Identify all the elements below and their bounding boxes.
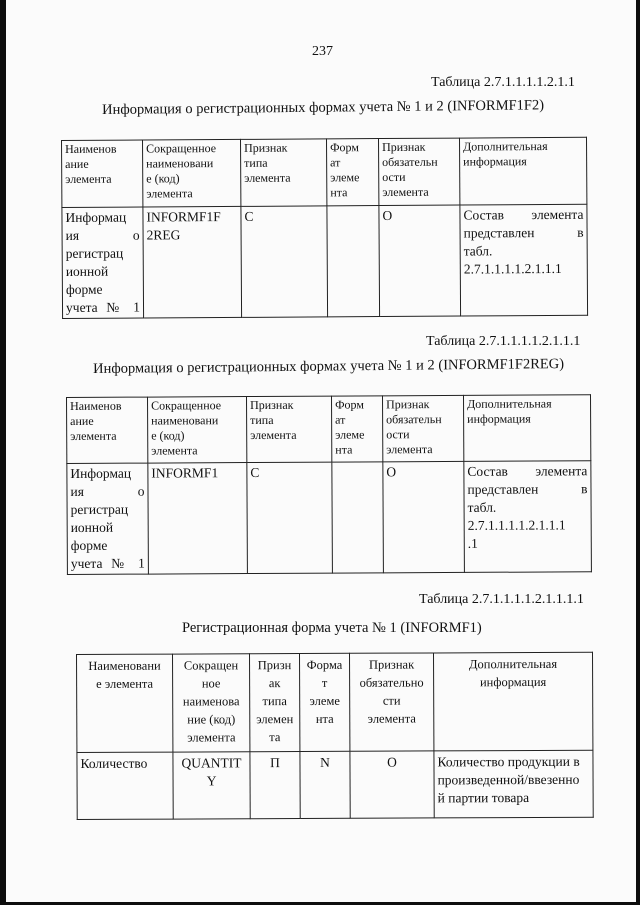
- table-1-header-row: [62, 137, 587, 207]
- table-2-header-cell: Дополнительная информация: [463, 395, 590, 462]
- table-3-label: Таблица 2.7.1.1.1.1.2.1.1.1.1: [419, 592, 584, 607]
- table-cell: С: [247, 462, 333, 573]
- page-number: 237: [312, 44, 333, 59]
- table-cell: [327, 206, 380, 317]
- table-cell: [332, 462, 384, 573]
- table-cell: О: [350, 751, 434, 818]
- table-3-header-cell: Дополнительная информация: [433, 652, 592, 751]
- table-row: [62, 204, 588, 318]
- table-1-title: Информация о регистрационных формах учета № 1 и 2 (INFORMF1F2): [102, 97, 545, 118]
- table-1-label: Таблица 2.7.1.1.1.1.2.1.1: [431, 75, 575, 90]
- table-1-header-cell: Форм ат элеме нта: [326, 139, 378, 206]
- table-1-header-cell: Признак типа элемента: [240, 139, 326, 207]
- table-cell: QUANTIT Y: [173, 752, 250, 819]
- table-cell: Количество: [77, 752, 173, 819]
- table-2-header-cell: Форм ат элеме нта: [331, 396, 382, 462]
- table-cell: Информац ия о регистрац ионной форме учета № 1: [67, 463, 149, 574]
- table-3-header-cell: Форма т элеме нта: [300, 653, 350, 751]
- table-3: [76, 652, 594, 820]
- table-3-title: Регистрационная форма учета № 1 (INFORMF1): [182, 620, 482, 636]
- table-1-header-cell: Сокращенное наименовани е (код) элемента: [143, 139, 241, 207]
- table-cell: INFORMF1: [148, 463, 248, 575]
- table-2: [66, 394, 592, 575]
- table-cell: О: [379, 205, 461, 316]
- table-3-header-cell: Призн ак типа элемен та: [250, 654, 300, 752]
- table-cell: Информац ия о регистрац ионной форме учета № 1: [62, 207, 144, 318]
- table-3-header-row: [77, 652, 593, 752]
- table-cell: INFORMF1F 2REG: [143, 206, 242, 318]
- table-cell: О: [383, 461, 465, 572]
- table-cell: Состав элемента представлен в табл. 2.7.1.1.1.1.2.1.1.1: [460, 204, 588, 316]
- table-2-header-cell: Признак обязательн ости элемента: [382, 395, 463, 461]
- table-2-header-cell: Наименов ание элемента: [67, 397, 148, 463]
- document-page: [6, 0, 636, 902]
- table-1-header-cell: Наименов ание элемента: [62, 140, 143, 207]
- table-1-header-cell: Дополнительная информация: [459, 137, 586, 205]
- table-row: [67, 461, 592, 575]
- table-cell: П: [250, 752, 300, 819]
- table-2-header-cell: Признак типа элемента: [247, 396, 332, 462]
- table-cell: N: [300, 751, 350, 818]
- table-1: [61, 137, 588, 319]
- table-1-header-cell: Признак обязательн ости элемента: [378, 138, 459, 205]
- table-2-header-cell: Сокращенное наименовани е (код) элемента: [148, 397, 247, 464]
- table-3-header-cell: Наименовани е элемента: [77, 654, 173, 752]
- table-3-header-cell: Сокращен ное наименова ние (код) элемента: [173, 654, 250, 752]
- table-2-title: Информация о регистрационных формах учета № 1 и 2 (INFORMF1F2REG): [93, 356, 565, 377]
- table-cell: Состав элемента представлен в табл. 2.7.1.1.1.1.2.1.1.1 .1: [464, 461, 592, 573]
- table-cell: Количество продукции в произведенной/ввезенно й партии товара: [434, 750, 593, 818]
- table-cell: С: [241, 206, 328, 318]
- table-3-header-cell: Признак обязательно сти элемента: [349, 653, 433, 751]
- table-2-header-row: [67, 395, 591, 464]
- table-2-label: Таблица 2.7.1.1.1.1.2.1.1.1: [426, 334, 581, 349]
- table-row: [77, 750, 593, 819]
